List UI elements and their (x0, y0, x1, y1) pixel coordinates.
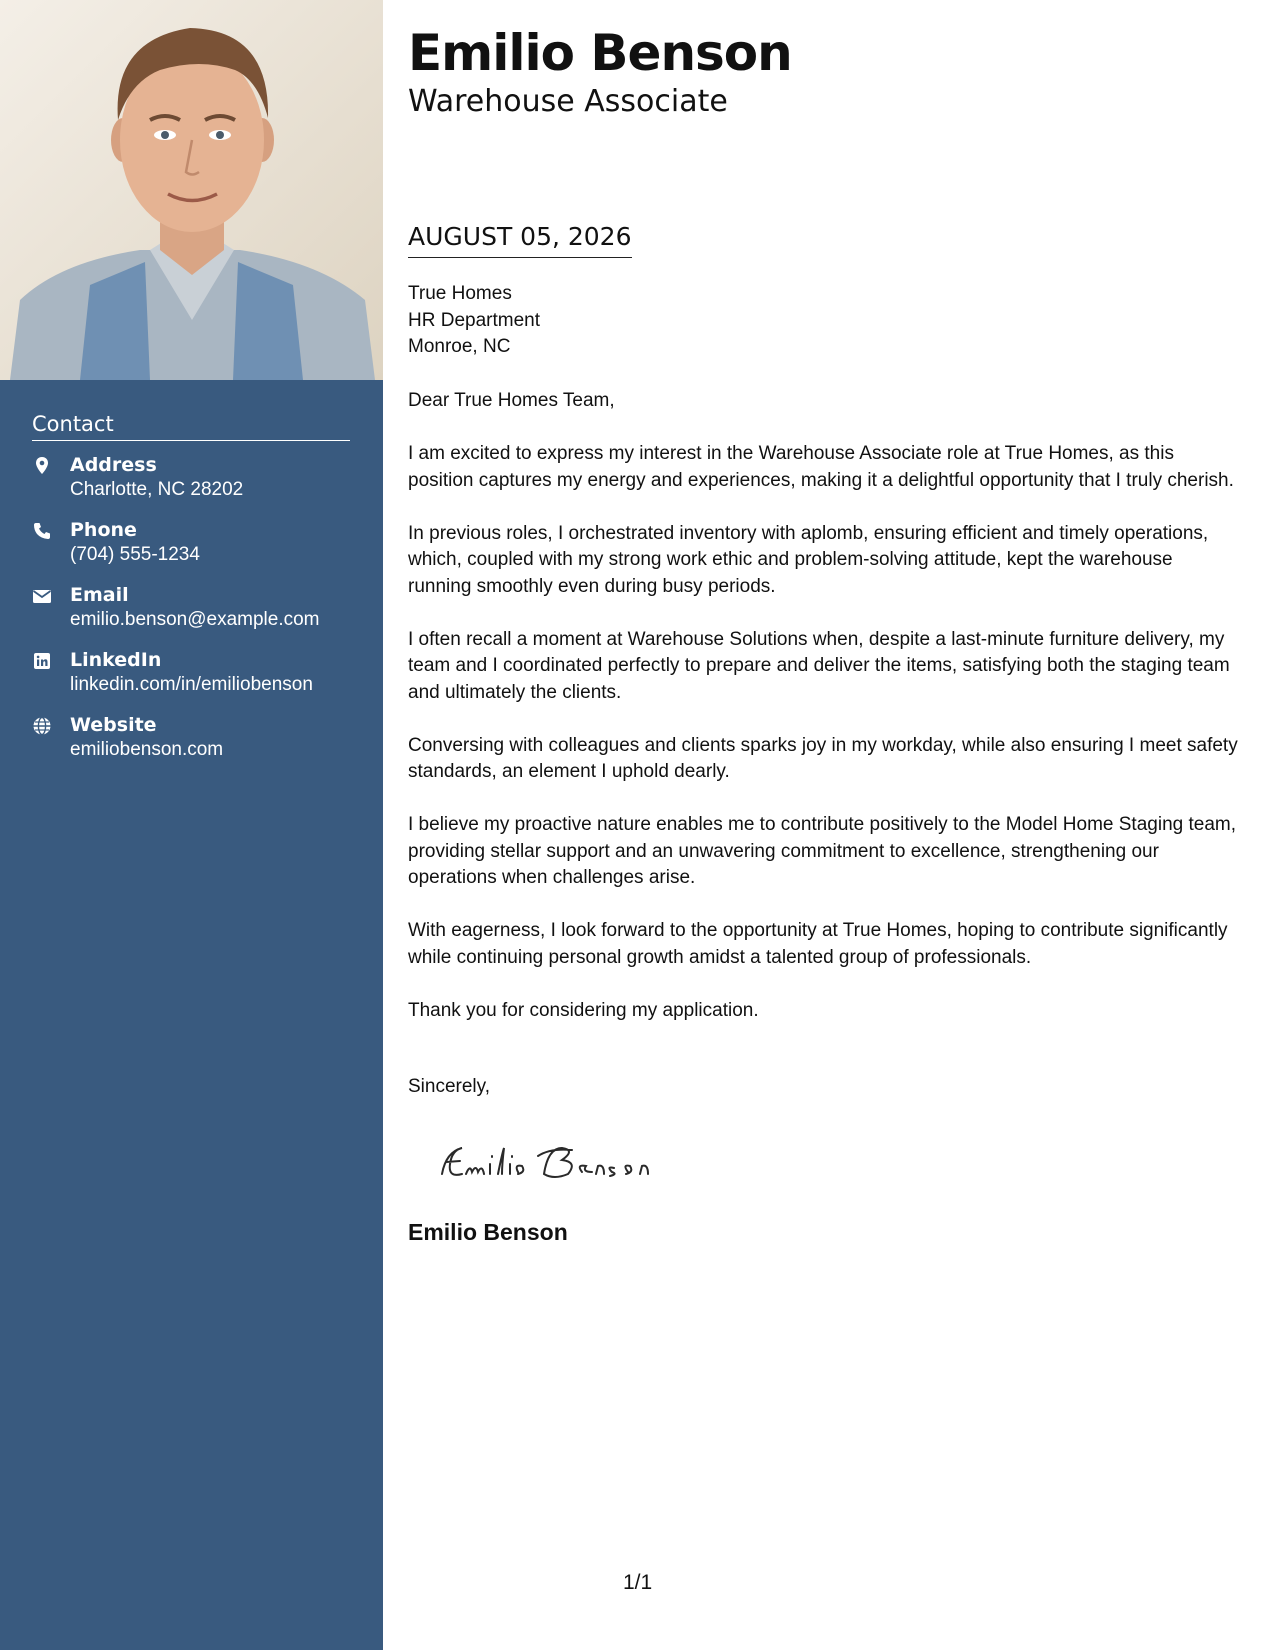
location-pin-icon (32, 453, 70, 502)
paragraph: I am excited to express my interest in the Warehouse Associate role at True Homes, as this position captures my energy and experiences, making it a delightful opportunity that I truly cherish. (408, 443, 1234, 491)
recipient-location: Monroe, NC (408, 336, 511, 357)
phone-value: (704) 555-1234 (70, 544, 200, 565)
page-number: 1/1 (623, 1571, 653, 1594)
salutation: Dear True Homes Team, (408, 390, 615, 411)
linkedin-value[interactable]: linkedin.com/in/emiliobenson (70, 674, 313, 695)
paragraph: Thank you for considering my application. (408, 999, 759, 1021)
recipient-block (408, 281, 540, 361)
profile-photo (0, 0, 383, 380)
globe-icon (32, 713, 70, 762)
website-value[interactable]: emiliobenson.com (70, 739, 224, 760)
signature-image (432, 1134, 672, 1194)
contact-section (32, 412, 350, 778)
recipient-company: True Homes (408, 283, 512, 304)
applicant-name: Emilio Benson (408, 24, 792, 82)
contact-item-linkedin (32, 648, 350, 697)
paragraph: Conversing with colleagues and clients sparks joy in my workday, while also ensuring I meet safety standards, an element I uphold dearly. (408, 734, 1238, 782)
letter-date: AUGUST 05, 2026 (408, 222, 632, 258)
contact-heading: Contact (32, 412, 350, 441)
contact-item-email (32, 583, 350, 632)
email-value[interactable]: emilio.benson@example.com (70, 609, 320, 630)
paragraph: With eagerness, I look forward to the opportunity at True Homes, hoping to contribute significantly while continuing personal growth amidst a talented group of professionals. (408, 920, 1228, 968)
envelope-icon (32, 583, 70, 632)
signer-name: Emilio Benson (408, 1219, 568, 1245)
paragraph: In previous roles, I orchestrated inventory with aplomb, ensuring efficient and timely operations, which, coupled with my strong work ethic and problem-solving attitude, kept the warehouse running smoothly even during busy periods. (408, 522, 1209, 597)
website-label: Website (70, 714, 157, 736)
handwritten-signature (432, 1134, 672, 1194)
contact-item-website (32, 713, 350, 762)
contact-item-address (32, 453, 350, 502)
address-value: Charlotte, NC 28202 (70, 479, 244, 500)
contact-item-phone (32, 518, 350, 567)
address-label: Address (70, 454, 157, 476)
linkedin-icon (32, 648, 70, 697)
sidebar (0, 0, 383, 1650)
closing: Sincerely, (408, 1076, 491, 1097)
job-title: Warehouse Associate (408, 84, 728, 119)
portrait-illustration (0, 0, 383, 380)
linkedin-label: LinkedIn (70, 649, 162, 671)
paragraph: I often recall a moment at Warehouse Solutions when, despite a last-minute furniture delivery, my team and I coordinated perfectly to prepare and deliver the items, satisfying both the staging team and ultimately the clients. (408, 628, 1230, 703)
email-label: Email (70, 584, 129, 606)
letter-body (408, 388, 1238, 1051)
phone-label: Phone (70, 519, 137, 541)
recipient-department: HR Department (408, 309, 540, 331)
phone-icon (32, 518, 70, 567)
paragraph: I believe my proactive nature enables me to contribute positively to the Model Home Staging team, providing stellar support and an unwavering commitment to excellence, strengthening our operations when challenges arise. (408, 814, 1236, 888)
